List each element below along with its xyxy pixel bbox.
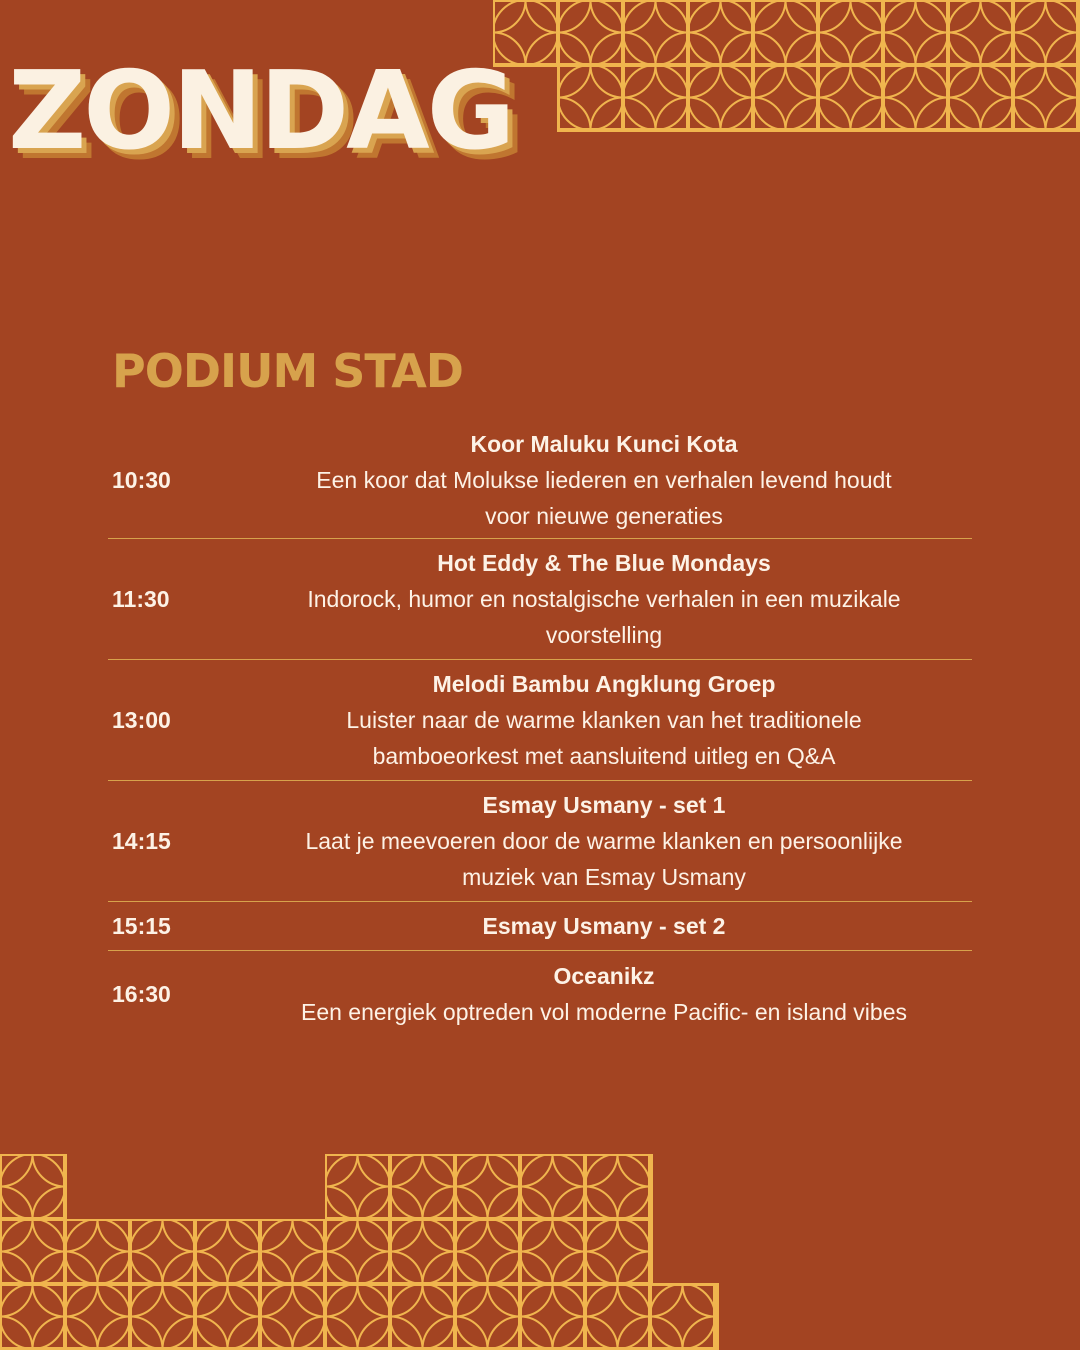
slot-info [224,787,984,895]
act-name: Oceanikz [553,963,655,989]
act-description: Een koor dat Molukse liederen en verhalen levend houdt [316,467,892,493]
day-title: ZONDAG [8,49,513,174]
act-description: Laat je meevoeren door de warme klanken en persoonlijke [305,828,903,854]
slot-info [224,958,984,1030]
slot-info [224,908,984,944]
top-pattern-decoration [493,0,1080,132]
act-description: Indorock, humor en nostalgische verhalen in een muzikale [307,586,901,612]
act-name: Melodi Bambu Angklung Groep [432,671,776,697]
act-description: Luister naar de warme klanken van het traditionele [346,707,862,733]
slot-info [224,666,984,774]
slot-time: 10:30 [112,466,171,493]
slot-info [224,426,984,534]
slot-time: 11:30 [112,585,170,612]
schedule-row [108,422,972,539]
act-name: Esmay Usmany - set 2 [482,913,726,939]
slot-time: 13:00 [112,706,171,733]
slot-info [224,545,984,653]
act-description: muziek van Esmay Usmany [462,864,746,890]
act-name: Koor Maluku Kunci Kota [470,431,738,457]
slot-time: 16:30 [112,980,171,1007]
slot-time: 15:15 [112,912,171,939]
act-description: bamboeorkest met aansluitend uitleg en Q&A [372,743,836,769]
act-name: Hot Eddy & The Blue Mondays [437,550,771,576]
stage-title: PODIUM STAD [112,344,463,398]
schedule-row [108,539,972,660]
schedule-list [108,422,972,1037]
slot-time: 14:15 [112,827,171,854]
schedule-row [108,951,972,1037]
act-name: Esmay Usmany - set 1 [482,792,726,818]
bottom-pattern-decoration [0,1154,720,1350]
act-description: Een energiek optreden vol moderne Pacific- en island vibes [300,999,908,1025]
schedule-row [108,781,972,902]
schedule-row [108,660,972,781]
schedule-row [108,902,972,951]
act-description: voorstelling [545,622,663,648]
act-description: voor nieuwe generaties [485,503,723,529]
